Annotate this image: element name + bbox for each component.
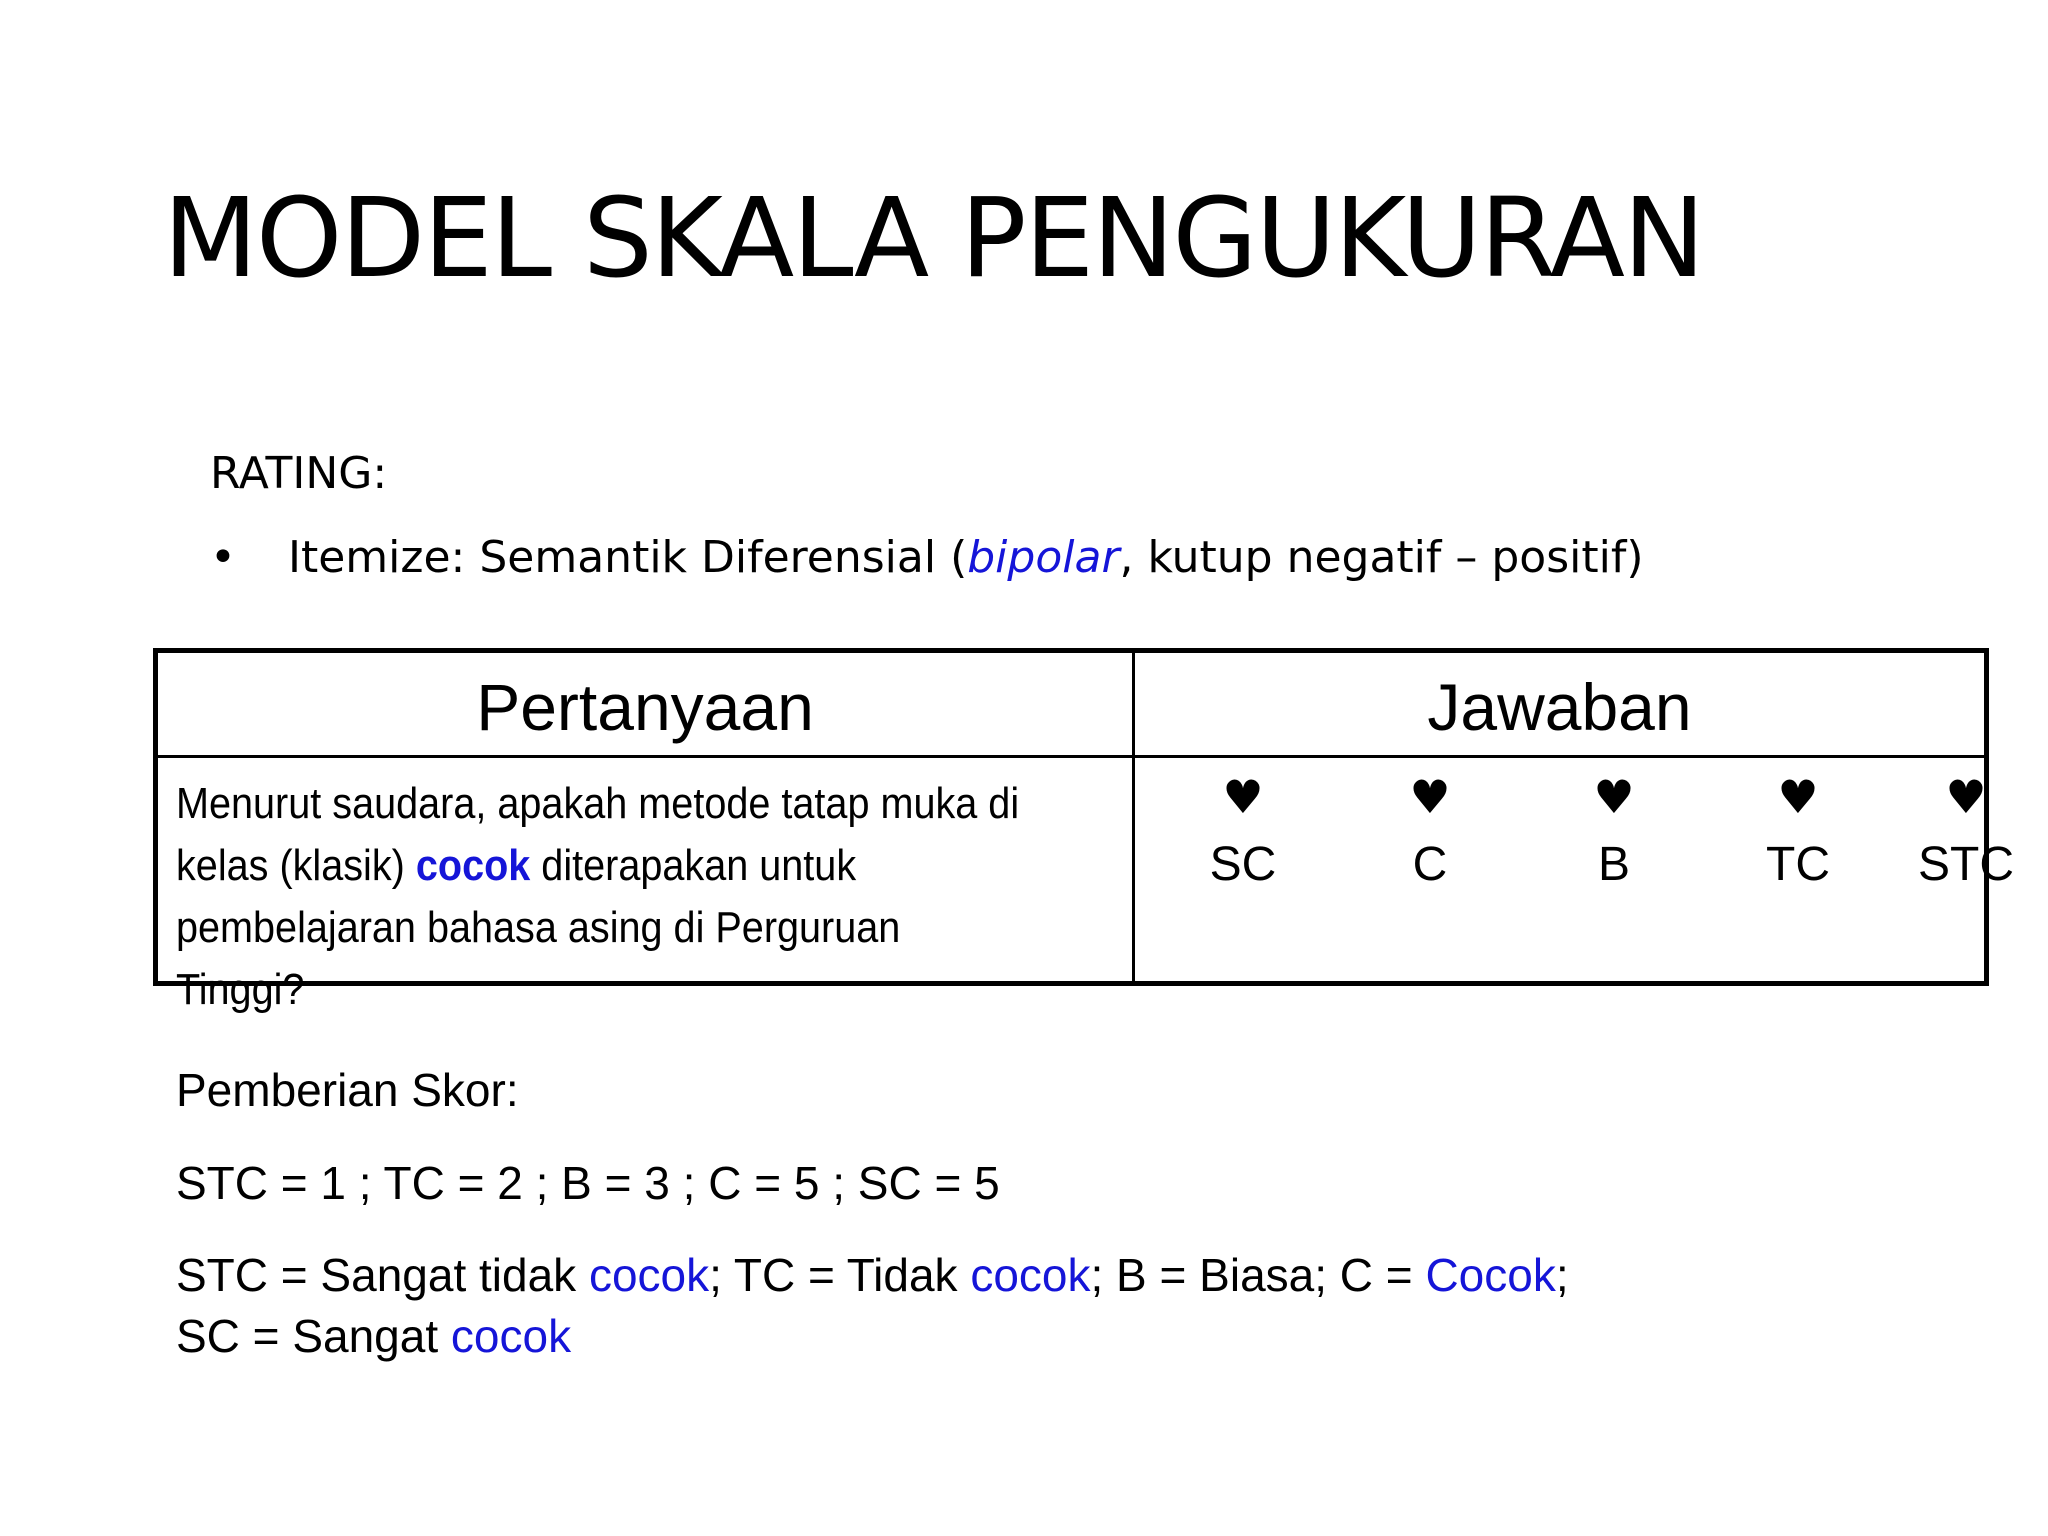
bullet-text-prefix: Itemize: Semantik Diferensial (: [288, 532, 968, 583]
def-tc: ; TC = Tidak: [709, 1249, 971, 1301]
def-sc-word: cocok: [450, 1310, 572, 1362]
rating-label: RATING:: [210, 448, 388, 499]
def-stc: STC = Sangat tidak: [176, 1249, 589, 1301]
heart-icon: ♥: [1222, 770, 1264, 824]
answer-option-label: C: [1412, 838, 1448, 891]
scoring-definitions-line-2: [176, 1306, 571, 1366]
answer-option-label: B: [1597, 838, 1630, 891]
scoring-values: STC = 1 ; TC = 2 ; B = 3 ; C = 5 ; SC = 5: [176, 1157, 1000, 1209]
question-text: [176, 773, 1031, 1021]
rating-table: [153, 648, 2014, 1014]
question-line-2-suffix: diterapakan untuk: [530, 841, 857, 890]
header-answer: Jawaban: [1427, 670, 1692, 744]
question-highlight: cocok: [415, 841, 531, 890]
bullet-highlight: bipolar: [967, 532, 1120, 583]
question-line-1: Menurut saudara, apakah metode tatap muka di: [176, 779, 1020, 828]
answer-option-stc[interactable]: [1901, 765, 2031, 897]
bullet-text-suffix: , kutup negatif – positif): [1119, 532, 1644, 583]
bullet-dot: •: [210, 532, 236, 583]
answer-option-label: SC: [1209, 838, 1277, 891]
def-c-word: Cocok: [1425, 1249, 1556, 1301]
heart-icon: ♥: [1409, 770, 1451, 824]
answer-option-label: TC: [1766, 838, 1830, 891]
def-b: ; B = Biasa; C =: [1090, 1249, 1426, 1301]
answer-option-c[interactable]: [1365, 765, 1495, 897]
answer-option-b[interactable]: [1549, 765, 1679, 897]
table-header-divider: [158, 755, 1984, 758]
bullet-item: [210, 528, 1644, 588]
answer-option-label: STC: [1918, 838, 2014, 891]
question-line-2: [176, 835, 1031, 897]
def-stc-word: cocok: [588, 1249, 710, 1301]
slide-title: MODEL SKALA PENGUKURAN: [163, 174, 1704, 302]
answer-option-tc[interactable]: [1733, 765, 1863, 897]
header-question: Pertanyaan: [476, 670, 814, 744]
heart-icon: ♥: [1593, 770, 1635, 824]
scoring-definitions-line-1: [176, 1245, 1569, 1305]
def-tc-word: cocok: [970, 1249, 1091, 1301]
heart-icon: ♥: [1777, 770, 1819, 824]
def-sc: SC = Sangat: [176, 1310, 451, 1362]
question-line-2-prefix: kelas (klasik): [176, 841, 416, 890]
heart-icon: ♥: [1945, 770, 1987, 824]
answer-option-sc[interactable]: [1178, 765, 1308, 897]
def-end: ;: [1555, 1249, 1569, 1301]
scoring-heading: Pemberian Skor:: [176, 1064, 519, 1116]
question-line-3: pembelajaran bahasa asing di Perguruan Tinggi?: [176, 903, 901, 1014]
